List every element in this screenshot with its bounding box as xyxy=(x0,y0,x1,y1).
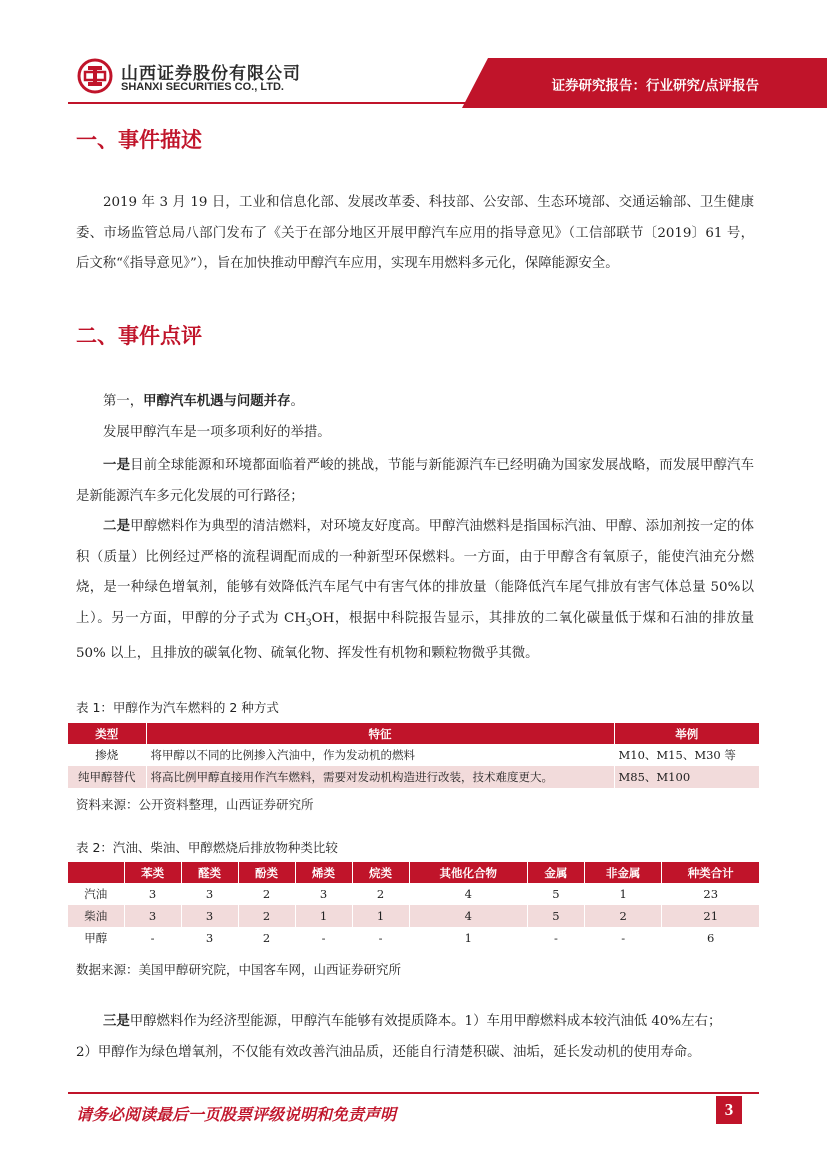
paragraph-two xyxy=(76,512,754,669)
section1-title: 一、事件描述 xyxy=(76,128,202,152)
report-type-label: 证券研究报告：行业研究/点评报告 xyxy=(551,78,759,94)
table2-cell: 2 xyxy=(238,883,295,905)
table1-cell: 将甲醇以不同的比例掺入汽油中，作为发动机的燃料 xyxy=(146,744,614,766)
table2-cell: 2 xyxy=(238,927,295,949)
table2-cell: 4 xyxy=(409,905,527,927)
table2-header-cell: 苯类 xyxy=(124,862,181,883)
table2-cell: 3 xyxy=(181,905,238,927)
table1-header-cell: 类型 xyxy=(68,723,146,744)
paragraph-three-line2: 2）甲醇作为绿色增氧剂，不仅能有效改善汽油品质，还能自行清楚积碳、油垢，延长发动机的使用寿命。 xyxy=(76,1045,701,1060)
table2-cell: 21 xyxy=(662,905,759,927)
section2-title: 二、事件点评 xyxy=(76,324,202,348)
table2-cell: - xyxy=(527,927,584,949)
page-number: 3 xyxy=(716,1096,742,1124)
table2-cell: 1 xyxy=(409,927,527,949)
table2-cell: 3 xyxy=(124,883,181,905)
table-row xyxy=(68,744,759,766)
table2 xyxy=(68,862,759,949)
table2-source: 数据来源：美国甲醇研究院，中国客车网，山西证券研究所 xyxy=(76,962,402,977)
table2-header-cell xyxy=(68,862,124,883)
table2-row-label: 汽油 xyxy=(68,883,124,905)
table2-cell: 1 xyxy=(584,883,661,905)
point-first-lead: 第一， xyxy=(103,394,144,409)
table1-cell: M85、M100 xyxy=(614,766,759,788)
table2-header-cell: 其他化合物 xyxy=(409,862,527,883)
table1-cell: 掺烧 xyxy=(68,744,146,766)
intro-line: 发展甲醇汽车是一项多项利好的举措。 xyxy=(103,425,331,440)
table-row xyxy=(68,905,759,927)
company-logo-icon xyxy=(77,58,113,94)
table1-caption: 表 1：甲醇作为汽车燃料的 2 种方式 xyxy=(76,700,279,715)
table1-header-row xyxy=(68,723,759,744)
table2-cell: 1 xyxy=(352,905,409,927)
table2-cell: 5 xyxy=(527,883,584,905)
table2-cell: 4 xyxy=(409,883,527,905)
footer-disclaimer: 请务必阅读最后一页股票评级说明和免责声明 xyxy=(76,1105,397,1124)
table2-header-cell: 醛类 xyxy=(181,862,238,883)
table2-header-cell: 种类合计 xyxy=(662,862,759,883)
point-first-bold: 甲醇汽车机遇与问题并存 xyxy=(143,394,291,409)
table2-header-cell: 烯类 xyxy=(295,862,352,883)
table2-cell: 3 xyxy=(181,927,238,949)
table2-cell: - xyxy=(124,927,181,949)
table1-cell: 将高比例甲醇直接用作汽车燃料，需要对发动机构造进行改装，技术难度更大。 xyxy=(146,766,614,788)
point-first-heading xyxy=(103,390,304,409)
table1-header-cell: 特征 xyxy=(146,723,614,744)
paragraph-three-line1 xyxy=(103,1010,721,1029)
table1-cell: 纯甲醇替代 xyxy=(68,766,146,788)
table2-cell: 3 xyxy=(124,905,181,927)
paragraph-two-text-a: 甲醇燃料作为典型的清洁燃料，对环境友好度高。甲醇汽油燃料是指国标汽油、甲醇、添加剂按一定的体积（质量）比例经过严格的流程调配而成的一种新型环保燃料。一方面，由于甲醇含有氧原子，能使汽油充分燃烧，是一种绿色增氧剂，能够有效降低汽车尾气中有害气体的排放量（能降低汽车尾气排放有害气体总量 50%以上）。另一方面，甲醇的分子式为 CH xyxy=(76,519,755,626)
paragraph-three-text-a: 甲醇燃料作为经济型能源，甲醇汽车能够有效提质降本。1）车用甲醇燃料成本较汽油低 40%左右； xyxy=(129,1014,722,1029)
page-header xyxy=(0,0,827,110)
table2-cell: 5 xyxy=(527,905,584,927)
paragraph-one xyxy=(76,451,754,512)
table2-row-label: 甲醇 xyxy=(68,927,124,949)
table2-cell: 23 xyxy=(662,883,759,905)
table2-cell: 6 xyxy=(662,927,759,949)
table2-cell: 3 xyxy=(295,883,352,905)
table2-cell: 3 xyxy=(181,883,238,905)
table2-cell: - xyxy=(584,927,661,949)
table-row xyxy=(68,766,759,788)
paragraph-one-bold: 一是 xyxy=(103,458,131,473)
table2-header-cell: 非金属 xyxy=(584,862,661,883)
table2-cell: 2 xyxy=(584,905,661,927)
table2-cell: 1 xyxy=(295,905,352,927)
table2-caption: 表 2：汽油、柴油、甲醇燃烧后排放物种类比较 xyxy=(76,840,338,855)
company-name-en: SHANXI SECURITIES CO., LTD. xyxy=(121,81,284,93)
paragraph-two-bold: 二是 xyxy=(103,519,131,534)
table1-source: 资料来源：公开资料整理，山西证券研究所 xyxy=(76,797,314,812)
table2-row-label: 柴油 xyxy=(68,905,124,927)
table2-cell: 2 xyxy=(238,905,295,927)
table1 xyxy=(68,723,759,788)
table2-cell: 2 xyxy=(352,883,409,905)
formula-subscript: 3 xyxy=(305,618,312,629)
table-row xyxy=(68,927,759,949)
footer-divider xyxy=(68,1092,759,1094)
table-row xyxy=(68,883,759,905)
section1-paragraph: 2019 年 3 月 19 日，工业和信息化部、发展改革委、科技部、公安部、生态环境部、交通运输部、卫生健康委、市场监管总局八部门发布了《关于在部分地区开展甲醇汽车应用的指导意见》（工信部联节〔2019〕61 号，后文称“《指导意见》”），旨在加快推动甲醇汽车应用，实现车用燃料多元化，保障能源安全。 xyxy=(76,195,754,271)
table2-cell: - xyxy=(352,927,409,949)
paragraph-three-bold: 三是 xyxy=(103,1014,130,1029)
table2-header-cell: 酚类 xyxy=(238,862,295,883)
paragraph-two-text-b: OH，根据中科院报告显示，其排放的二氧化碳量低于煤和石油的排放量 50% 以上，且排放的碳氧化物、硫氧化物、挥发性有机物和颗粒物微乎其微。 xyxy=(76,610,754,661)
table2-cell: - xyxy=(295,927,352,949)
table1-cell: M10、M15、M30 等 xyxy=(614,744,759,766)
table2-header-cell: 烷类 xyxy=(352,862,409,883)
table2-header-cell: 金属 xyxy=(527,862,584,883)
paragraph-one-text: 目前全球能源和环境都面临着严峻的挑战，节能与新能源汽车已经明确为国家发展战略，而发展甲醇汽车是新能源汽车多元化发展的可行路径； xyxy=(76,458,755,504)
table2-header-row xyxy=(68,862,759,883)
point-first-end: 。 xyxy=(290,394,304,409)
company-name-cn: 山西证券股份有限公司 xyxy=(121,64,301,84)
table1-header-cell: 举例 xyxy=(614,723,759,744)
